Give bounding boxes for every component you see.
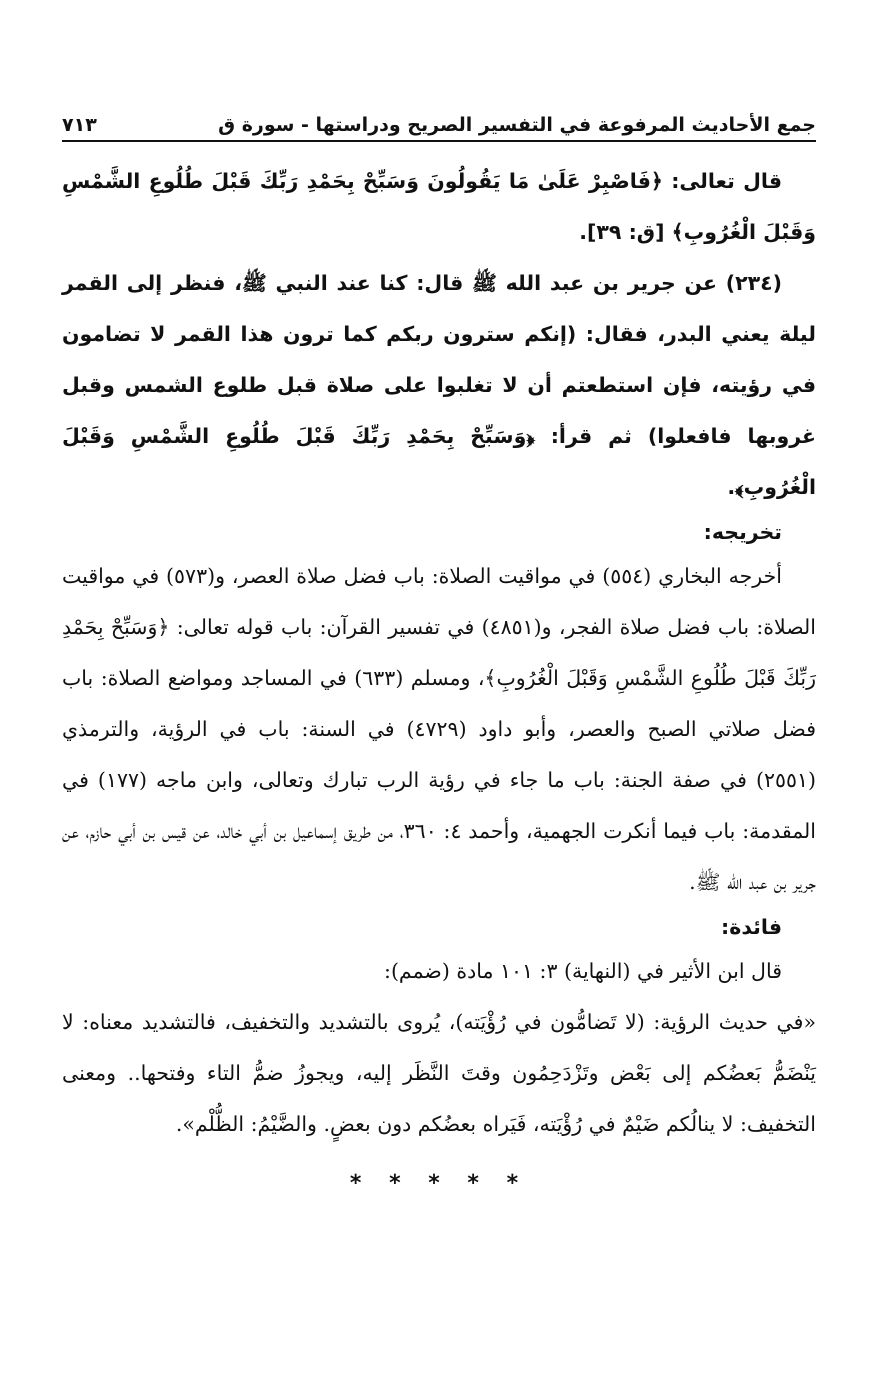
faida-intro: قال ابن الأثير في (النهاية) ٣: ١٠١ مادة (ضمم): [384, 959, 782, 983]
book-page [62, 108, 816, 1209]
page-number: ٧١٣ [62, 114, 97, 136]
running-title: جمع الأحاديث المرفوعة في التفسير الصريح ودراستها - سورة ق [218, 114, 816, 136]
running-header [62, 108, 816, 142]
verse-intro: قال تعالى: ﴿فَاصْبِرْ عَلَىٰ مَا يَقُولُونَ وَسَبِّحْ بِحَمْدِ رَبِّكَ قَبْلَ طُلُوعِ الشَّمْسِ وَقَبْلَ الْغُرُوبِ﴾ [ق: ٣٩]. [62, 169, 816, 244]
faida-heading: فائدة: [721, 915, 782, 939]
faida-quote: «في حديث الرؤية: (لا تَضامُّون في رُؤْيَته)، يُروى بالتشديد والتخفيف، فالتشديد معناه: لا يَنْضَمُّ بَعضُكم إلى بَعْض وتَزْدَحِمُون وقتَ النَّظَر إليه، ويجوزُ ضمُّ التاء وفتحها.. ومعنى التخفيف: لا ينالُكم ضَيْمٌ في رُؤْيَته، فَيَراه بعضُكم دون بعضٍ. والضَّيْمُ: الظُّلْم». [62, 1010, 816, 1136]
takhrij-text: أخرجه البخاري (٥٥٤) في مواقيت الصلاة: باب فضل صلاة العصر، و(٥٧٣) في مواقيت الصلاة: باب فضل صلاة الفجر، و(٤٨٥١) في تفسير القرآن: باب قوله تعالى: ﴿وَسَبِّحْ بِحَمْدِ رَبِّكَ قَبْلَ طُلُوعِ الشَّمْسِ وَقَبْلَ الْغُرُوبِ﴾، ومسلم (٦٣٣) في المساجد ومواضع الصلاة: باب فضل صلاتي الصبح والعصر، وأبو داود (٤٧٢٩) في السنة: باب في الرؤية، والترمذي (٢٥٥١) في صفة الجنة: باب ما جاء في رؤية الرب تبارك وتعالى، وابن ماجه (١٧٧) في المقدمة: باب فيما أنكرت الجهمية، وأحمد ٤: ٣٦٠، من طريق إسماعيل بن أبي خالد، عن قيس بن أبي حازم، عن جرير بن عبد الله ﷺ. [62, 564, 817, 894]
page-content [62, 156, 816, 1209]
hadith-text: (٢٣٤) عن جرير بن عبد الله ﷺ قال: كنا عند النبي ﷺ، فنظر إلى القمر ليلة يعني البدر، فقال: (إنكم سترون ربكم كما ترون هذا القمر لا تضامون في رؤيته، فإن استطعتم أن لا تغلبوا على صلاة قبل طلوع الشمس وقبل غروبها فافعلوا) ثم قرأ: ﴿وَسَبِّحْ بِحَمْدِ رَبِّكَ قَبْلَ طُلُوعِ الشَّمْسِ وَقَبْلَ الْغُرُوبِ﴾. [62, 271, 816, 499]
takhrij-heading: تخريجه: [703, 520, 782, 544]
section-separator: * * * * * [349, 1171, 529, 1196]
